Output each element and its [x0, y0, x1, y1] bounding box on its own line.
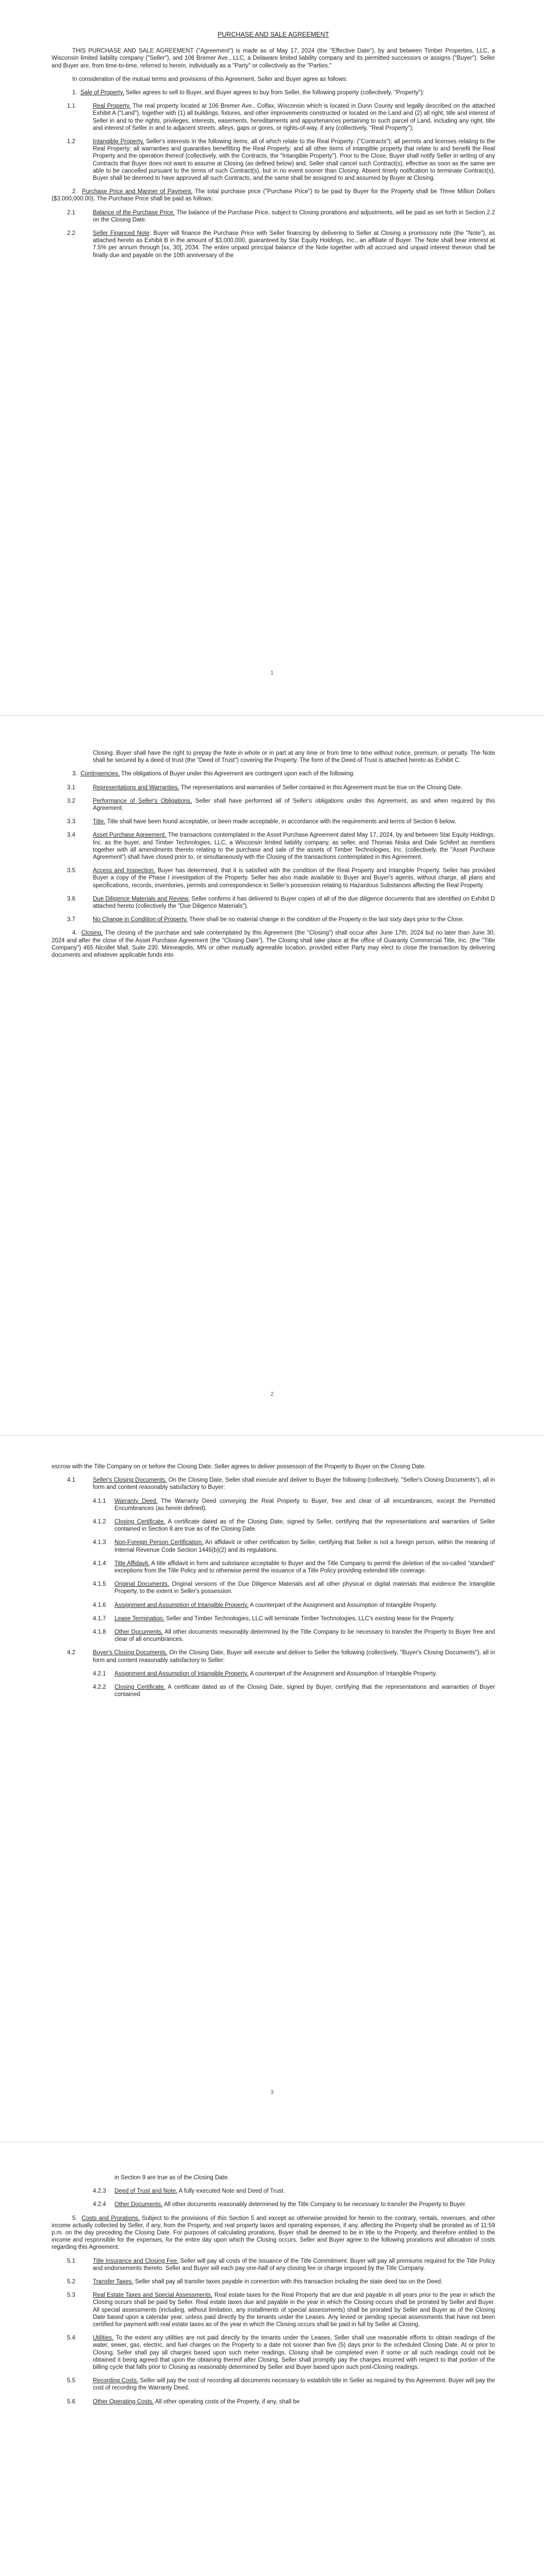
section-body: [114, 1560, 495, 1574]
section-heading: Representations and Warranties.: [93, 784, 179, 791]
section-number: 5.1: [67, 2258, 75, 2264]
section-5-5: [52, 2377, 495, 2392]
section-number: 4.1.2: [93, 1519, 106, 1526]
section-5-4: [52, 2334, 495, 2371]
section-text: All other documents reasonably determined by the Title Company to be necessary to transfer the Property to Buyer free and clear of all encumbrances.: [114, 1629, 495, 1643]
section-4-1-1: [52, 1498, 495, 1512]
section-body: [93, 818, 495, 825]
section-heading: Access and Inspection.: [93, 868, 156, 874]
section-heading: Contingencies.: [80, 771, 120, 777]
section-5-2: [52, 2278, 495, 2285]
section-text: A counterpart of the Assignment and Assumption of Intangible Property.: [248, 1602, 437, 1608]
section-text: On the Closing Date, Buyer will execute and deliver to Seller the following (collectively, "Buyer's Closing Documents"), all in form and content reasonably satisfactory to Seller:: [93, 1650, 495, 1664]
section-text: Seller shall have performed all of Seller's obligations under this Agreement, as and when required by this Agreement.: [93, 798, 495, 812]
section-number: 5.: [72, 2215, 77, 2222]
section-text: Seller will pay all costs of the issuance of the Title Commitment. Buyer will pay all premiums required for the Title Policy and endorsements thereto. Seller and Buyer will each pay one-half of any closing fee or charge imposed by the Title Company.: [93, 2258, 495, 2272]
section-heading: Real Estate Taxes and Special Assessments.: [93, 2292, 213, 2299]
section-text: The representations and warranties of Seller contained in this Agreement must be true on the Closing Date.: [179, 784, 463, 791]
section-number: 2.2: [67, 230, 75, 237]
section-3-4: [52, 832, 495, 861]
section-number: 4.2.3: [93, 2188, 106, 2195]
section-number: 4.2.4: [93, 2201, 106, 2208]
section-heading: Warranty Deed.: [114, 1498, 158, 1504]
section-body: [114, 1518, 495, 1533]
section-text: To the extent any utilities are not paid directly by the tenants under the Leases, Seller shall use reasonable efforts to obtain readings of the water, sewer, gas, electric, and fuel charges on the Property to a date not sooner than five (5) days prior to the scheduled Closing Date. At or prior to Closing, Seller shall pay all charges based upon such meter readings. Closing shall be completed even if some or all such readings could not be obtained it being agreed that upon the obtaining thereof after Closing, Seller shall promptly pay the charges incurred with respect to that portion of the billing cycle that falls prior to Closing as reasonably determined by Seller and Buyer based upon such post-Closing readings.: [93, 2335, 495, 2371]
section-number: 3.1: [67, 784, 75, 791]
section-number: 3.: [72, 771, 77, 777]
section-4: [52, 929, 495, 959]
section-text: All other operating costs of the Property, if any, shall be: [154, 2398, 300, 2405]
section-body: [114, 1581, 495, 1595]
section-number: 3.3: [67, 819, 75, 825]
section-5-1: [52, 2258, 495, 2272]
section-body: [114, 1615, 495, 1622]
section-body: [93, 832, 495, 861]
page-1: [0, 0, 544, 711]
page-4: [0, 2143, 544, 2576]
section-body: [114, 2201, 495, 2208]
page-divider: [0, 715, 544, 716]
section-body: [93, 867, 495, 889]
section-4-2-2: [52, 1684, 495, 1698]
section-number: 5.2: [67, 2279, 75, 2285]
section-heading: Closing Certificate.: [114, 1519, 166, 1526]
section-5: [52, 2215, 495, 2251]
section-body: [114, 1498, 495, 1512]
section-text: Seller shall pay all transfer taxes payable in connection with this transaction including the state deed tax on the Deed.: [133, 2279, 443, 2285]
section-body: [93, 230, 495, 259]
section-number: 3.5: [67, 868, 75, 874]
section-text: Seller will pay the cost of recording all documents necessary to establish title in Seller as required by this Agreement. Buyer will pay the cost of recording the Warranty Deed.: [93, 2378, 495, 2392]
section-4-2-3: [52, 2188, 495, 2195]
section-body: [93, 2398, 495, 2405]
section-body: [93, 2377, 495, 2392]
section-number: 4.1.8: [93, 1629, 106, 1636]
section-text: Subject to the provisions of this Section 5 and except as otherwise provided for herein to the contrary, rentals, revenues, and other income actually collected by Seller, if any, from the Property, and real property taxes and operating expenses, if any, affecting the Property shall be prorated as of 11:59 p.m. on the day preceding the Closing Date. For purposes of calculating prorations, Buyer shall be deemed to be in title to the Property, and therefore entitled to the income and responsible for the expenses, for the entire day upon which the Closing occurs. Seller and Buyer agree to the following prorations and allocation of costs regarding this Agreement:: [52, 2215, 495, 2251]
section-text: Buyer has determined, that it is satisfied with the condition of the Real Property and Intangible Property. Seller has provided Buyer a copy of the Phase I investigation of the Property. Seller has also made available to Buyer and Buyer's agents, without charge, all plans and specifications, records, inventories, permits and correspondence in Seller's possession relating to Hazardous Substances affecting the Real Property.: [93, 868, 495, 889]
section-4-1-7: [52, 1615, 495, 1622]
section-4-1: [52, 1477, 495, 1491]
page-divider: [0, 1435, 544, 1436]
section-body: [93, 784, 495, 791]
section-body: [93, 138, 495, 182]
section-heading: Assignment and Assumption of Intangible Property.: [114, 1602, 249, 1608]
section-heading: Original Documents.: [114, 1581, 170, 1588]
section-number: 5.4: [67, 2335, 75, 2342]
section-4-1-2: [52, 1518, 495, 1533]
section-heading: Balance of the Purchase Price.: [93, 209, 175, 216]
section-text: A counterpart of the Assignment and Assumption of Intangible Property.: [248, 1670, 437, 1677]
section-body: [93, 798, 495, 812]
section-1-2: [52, 138, 495, 182]
section-heading: Lease Termination.: [114, 1615, 164, 1622]
section-number: 4.1.3: [93, 1539, 106, 1546]
section-number: 5.6: [67, 2398, 75, 2405]
section-4-1-3: [52, 1539, 495, 1553]
section-heading: Recording Costs.: [93, 2378, 139, 2384]
section-heading: Other Operating Costs.: [93, 2398, 154, 2405]
section-heading: Sale of Property.: [80, 90, 124, 96]
section-body: [114, 1670, 495, 1677]
section-3: [52, 770, 495, 777]
section-number: 3.4: [67, 832, 75, 839]
section-text: Seller and Timber Technologies, LLC will terminate Timber Technologies, LLC's existing lease for the Property.: [164, 1615, 455, 1622]
section-text: A fully executed Note and Deed of Trust.: [177, 2188, 285, 2195]
section-body: [93, 209, 495, 224]
section-number: 3.6: [67, 895, 75, 902]
section-heading: Purchase Price and Manner of Payment.: [81, 189, 193, 195]
section-2-2-continued: Closing. Buyer shall have the right to prepay the Note in whole or in part at any time or from time to time without notice, premium, or penalty. The Note shall be secured by a deed of trust (the "Deed of Trust") covering the Property. The form of the Deed of Trust is attached hereto as Exhibit C.: [93, 750, 495, 764]
section-number: 4.1.1: [93, 1498, 106, 1504]
section-number: 1.1: [67, 103, 75, 110]
section-4-1-8: [52, 1629, 495, 1643]
section-number: 1.2: [67, 139, 75, 145]
document-title: PURCHASE AND SALE AGREEMENT: [217, 31, 329, 38]
section-body: [93, 895, 495, 910]
section-text: The Warranty Deed conveying the Real Property to Buyer, free and clear of all encumbrances, except the Permitted Encumbrances (as herein defined).: [114, 1498, 496, 1512]
section-text: The closing of the purchase and sale contemplated by this Agreement (the "Closing") shall occur after June 17th, 2024 but no later than June 30, 2024 and after the close of the Asset Purchase Agreement (the "Closing Date"). The Closing shall take place at the office of Guaranty Commercial Title, Inc. (the "Title Company") 465 Nicollet Mall, Suite 230, Minneapolis, MN or other mutually agreeable location, provided either Party may elect to close the transaction by delivering documents and whatever applicable funds into: [52, 930, 496, 959]
section-text: An affidavit or other certification by Seller, certifying that Seller is not a foreign person, within the meaning of Internal Revenue Code Section 1445(b)(2) and its regulations.: [114, 1539, 495, 1553]
section-number: 3.7: [67, 917, 75, 923]
section-body: [93, 1649, 495, 1664]
page-number: 1: [270, 670, 274, 676]
section-2-1: [52, 209, 495, 224]
section-number: 5.3: [67, 2292, 75, 2299]
section-number: 4.2.1: [93, 1670, 106, 1677]
section-text: The obligations of Buyer under this Agreement are contingent upon each of the following:: [120, 771, 355, 777]
section-4-1-6: [52, 1602, 495, 1609]
section-text: : Buyer will finance the Purchase Price with Seller financing by delivering to Seller at Closing a promissory note (the "Note"), as attached hereto as Exhibit B in the amount of $3,000,000, guaranteed by Star Equity Holdings, Inc., an affiliate of Buyer. The Note shall bear interest at 7.5% per annum through [xx, 30], 2034. The entire unpaid principal balance of the Note together with all accrued and unpaid interest thereon shall be finally due and payable on the 10th anniversary of the: [93, 230, 495, 259]
section-heading: Title Affidavit.: [114, 1560, 150, 1567]
page-3-content: [52, 1463, 495, 1704]
section-number: 5.5: [67, 2378, 75, 2384]
section-text: Seller's interests in the following items, all of which relate to the Real Property: ("Contracts"); all permits and licenses relating to the Real Property; all warranties and guaranties benefitting the Real Property; and all other items of intangible property that relate to and benefit the Real Property and the operation thereof (collectively, with the Contracts, the "Intangible Property"). Prior to the Close, Buyer shall notify Seller in writing of any Contracts that Buyer does not want to assume at Closing (as defined below) and, Seller shall cancel such Contract(s), effective as soon as the same are able to be cancelled pursuant to the terms of such Contract(s), but in no event sooner than Closing. Absent timely notification to terminate Contract(s), Buyer shall be deemed to have approved all such Contracts, and the same shall be assigned to and assumed by Buyer at Closing.: [93, 139, 496, 182]
page-number: 2: [270, 1391, 274, 1397]
section-body: [114, 1539, 495, 1553]
section-heading: Buyer's Closing Documents.: [93, 1650, 168, 1656]
page-1-content: [52, 31, 495, 265]
section-text: Title shall have been found acceptable, or been made acceptable, in accordance with the requirements and terms of Section 6 below.: [105, 819, 456, 825]
section-heading: Costs and Prorations.: [81, 2215, 140, 2222]
section-body: [114, 1684, 495, 1698]
section-text: Original versions of the Due Diligence Materials and all other physical or digital materials that evidence the Intangible Property, to the extent in Seller's possession.: [114, 1581, 495, 1595]
section-heading: Transfer Taxes.: [93, 2279, 134, 2285]
section-4-1-4: [52, 1560, 495, 1574]
section-heading: Other Documents.: [114, 1629, 163, 1636]
section-heading: Intangible Property.: [93, 139, 144, 145]
section-number: 4.2: [67, 1650, 75, 1656]
section-4-2: [52, 1649, 495, 1664]
page-4-content: [52, 2174, 495, 2412]
section-number: 4.1.7: [93, 1615, 106, 1622]
section-text: The real property located at 106 Bremer Ave., Colfax, Wisconsin which is located in Dunn County and legally described on the attached Exhibit A ("Land"), together with (1) all buildings, fixtures, and other improvements constructed or located on the Land and (2) all right, title and interest of Seller in and to the rights, privileges, interests, easements, hereditaments and appurtenances pertaining to such parcel of Land, including any right, title and interest of Seller in and to adjacent streets, alleys, gaps or gores, or rights-of-way, if any (collectively, "Real Property");: [93, 103, 495, 131]
section-3-3: [52, 818, 495, 825]
section-heading: Title.: [93, 819, 106, 825]
section-3-2: [52, 798, 495, 812]
section-3-5: [52, 867, 495, 889]
section-number: 4.1.4: [93, 1560, 106, 1567]
section-body: [93, 916, 495, 923]
section-4-1-5: [52, 1581, 495, 1595]
section-body: [93, 103, 495, 132]
section-text: Seller confirms it has delivered to Buyer copies of all of the due diligence documents that are identified on Exhibit D attached hereto (collectively the "Due Diligence Materials").: [93, 895, 495, 910]
consideration-paragraph: In consideration of the mutual terms and provisions of this Agreement, Seller and Buyer agree as follows:: [72, 76, 348, 82]
section-text: The balance of the Purchase Price, subject to Closing prorations and adjustments, will be paid as set forth in Section 2.2 on the Closing Date.: [93, 209, 495, 223]
section-number: 4.1.5: [93, 1581, 106, 1588]
section-4-2-1: [52, 1670, 495, 1677]
section-heading: Seller's Closing Documents.: [93, 1477, 167, 1484]
section-heading: Assignment and Assumption of Intangible Property.: [114, 1670, 249, 1677]
page-2-content: [52, 750, 495, 965]
section-4-continued: escrow with the Title Company on or before the Closing Date. Seller agrees to deliver possession of the Property to Buyer on the Closing Date.: [52, 1464, 426, 1470]
intro-paragraph: THIS PURCHASE AND SALE AGREEMENT ("Agreement") is made as of May 17, 2024 (the "Effective Date"), by and between Timber Properties, LLC, a Wisconsin limited liability company ("Seller"), and 106 Bremer Ave., LLC, a Delaware limited liability company and its permitted successors or assigns ("Buyer"). Seller and Buyer are, from time-to-time, referred to herein, individually as a "Party" or collectively as the "Parties.": [52, 48, 495, 69]
section-5-3: [52, 2292, 495, 2328]
page-number: 3: [270, 2089, 274, 2095]
section-text: A certificate dated as of the Closing Date, signed by Buyer, certifying that the representations and warranties of Buyer contained: [114, 1684, 495, 1698]
section-text: Seller agrees to sell to Buyer, and Buyer agrees to buy from Seller, the following property (collectively, "Property"):: [124, 90, 424, 96]
section-body: [93, 2334, 495, 2371]
section-text: On the Closing Date, Seller shall execute and deliver to Buyer the following (collectively, "Seller's Closing Documents"), all in form and content reasonably satisfactory to Buyer:: [93, 1477, 495, 1491]
section-3-6: [52, 895, 495, 910]
section-body: [93, 1477, 495, 1491]
section-3-1: [52, 784, 495, 791]
section-text: A title affidavit in form and substance acceptable to Buyer and the Title Company to permit the deletion of the so-called "standard" exceptions from the Title Policy and to otherwise permit the issuance of a Title Policy providing extended title coverage.: [114, 1560, 495, 1574]
section-body: [114, 1629, 495, 1643]
section-heading: Utilities.: [93, 2335, 114, 2342]
section-body: [114, 1602, 495, 1609]
section-number: 3.2: [67, 798, 75, 804]
section-text: The total purchase price ("Purchase Price") to be paid by Buyer for the Property shall be Three Million Dollars ($3,000,000.00). The Purchase Price shall be paid as follows:: [52, 189, 495, 202]
section-1: [52, 89, 495, 96]
section-heading: Performance of Seller's Obligations.: [93, 798, 192, 804]
section-number: 4.1: [67, 1477, 75, 1484]
section-heading: Closing Certificate.: [114, 1684, 166, 1691]
section-heading: Title Insurance and Closing Fee.: [93, 2258, 179, 2264]
section-number: 2.1: [67, 209, 75, 216]
section-text: All other documents reasonably determined by the Title Company to be necessary to transfer the Property to Buyer.: [162, 2201, 467, 2208]
section-2: [52, 188, 495, 202]
section-4-2-2-continued: in Section 9 are true as of the Closing Date.: [114, 2175, 229, 2181]
section-4-2-4: [52, 2201, 495, 2208]
section-heading: Closing.: [81, 930, 103, 937]
section-body: [114, 2188, 495, 2195]
section-heading: Non-Foreign Person Certification.: [114, 1539, 204, 1546]
section-heading: Asset Purchase Agreement.: [93, 832, 167, 839]
section-heading: Due Diligence Materials and Review.: [93, 895, 190, 902]
section-body: [93, 2278, 495, 2285]
section-text: There shall be no material change in the condition of the Property in the last sixty days prior to the Close.: [187, 917, 465, 923]
section-text: A certificate dated as of the Closing Date, signed by Seller, certifying that the representations and warranties of Seller contained in Section 8 are true as of the Closing Date.: [114, 1519, 495, 1533]
section-5-6: [52, 2398, 495, 2405]
page-3: [0, 1437, 544, 2141]
section-heading: Seller Financed Note: [93, 230, 150, 237]
section-number: 1.: [72, 90, 77, 96]
section-heading: Other Documents.: [114, 2201, 163, 2208]
section-3-7: [52, 916, 495, 923]
section-number: 2.: [72, 189, 77, 195]
section-body: [93, 2258, 495, 2272]
section-heading: Real Property.: [93, 103, 131, 110]
section-2-2: [52, 230, 495, 259]
section-number: 4.: [72, 930, 77, 937]
section-number: 4.1.6: [93, 1602, 106, 1608]
section-body: [93, 2292, 495, 2328]
section-heading: No Change in Condition of Property.: [93, 917, 188, 923]
section-text: Real estate taxes for the Real Property that are due and payable in all years prior to the year in which the Closing occurs shall be paid by Seller. Real estate taxes due and payable in the year in which the Closing occurs shall be prorated by Seller and Buyer. All special assessments (including, without limitation, any installments of special assessments) shall be prorated by Seller and Buyer as of the Closing Date based upon a calendar year, unless paid directly by the tenants under the Leases. Any levied or pending special assessments that have not been certified for payment with real estate taxes as of the year in which the Closing occurs shall be paid in full by Seller at Closing.: [93, 2292, 496, 2328]
section-1-1: [52, 103, 495, 132]
page-2: [0, 719, 544, 1435]
section-number: 4.2.2: [93, 1684, 106, 1691]
section-text: The transactions contemplated in the Asset Purchase Agreement dated May 17, 2024, by and between Star Equity Holdings, Inc. as the buyer, and Timber Technologies, LLC, a Wisconsin limited liability company, as seller, and Thomas Niska and Dale Schiferl as members together with all amendments thereto relating to the purchase and sale of the assets of Timber Technologies, Inc. (collectively, the "Asset Purchase Agreement") shall have closed prior to, or simultaneously with the Closing of the transactions contemplated in this Agreement.: [93, 832, 495, 861]
section-heading: Deed of Trust and Note.: [114, 2188, 178, 2195]
